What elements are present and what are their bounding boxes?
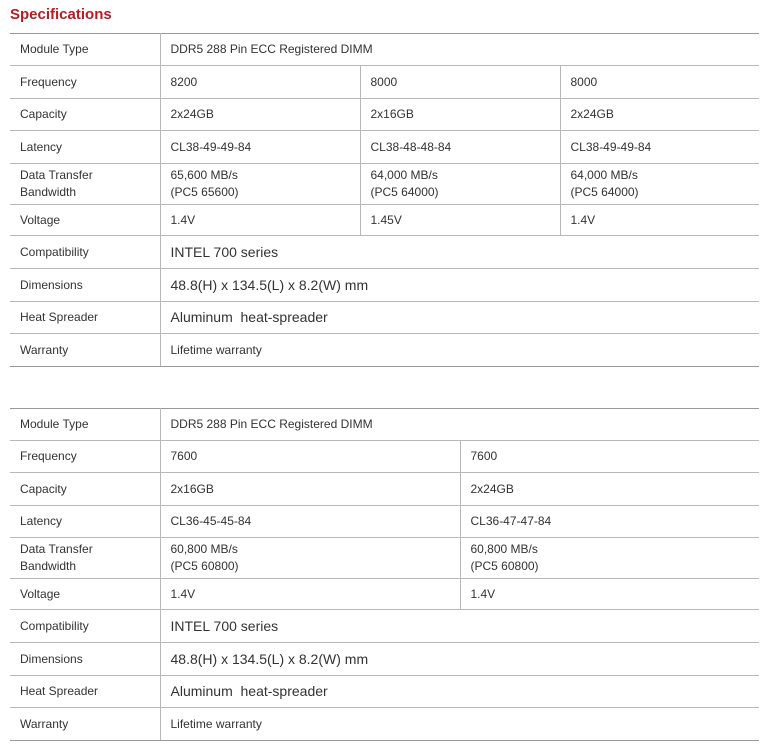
spec-table-2 <box>10 408 759 741</box>
value-capacity: 2x16GB <box>360 99 560 131</box>
value-latency: CL36-47-47-84 <box>460 506 759 538</box>
value-bandwidth <box>160 164 360 205</box>
label-bandwidth <box>10 164 160 205</box>
bandwidth-pc5: (PC5 60800) <box>470 559 539 573</box>
value-capacity: 2x24GB <box>160 99 360 131</box>
label-voltage: Voltage <box>10 205 160 236</box>
value-latency: CL38-48-48-84 <box>360 131 560 164</box>
label-heat-spreader: Heat Spreader <box>10 302 160 334</box>
value-heat-spreader: Aluminum heat-spreader <box>160 676 759 708</box>
bandwidth-rate: 60,800 MB/s <box>170 542 238 556</box>
label-bandwidth-line1: Data Transfer <box>20 542 93 556</box>
bandwidth-pc5: (PC5 64000) <box>570 185 639 199</box>
row-compatibility <box>10 610 759 643</box>
bandwidth-pc5: (PC5 65600) <box>170 185 239 199</box>
value-frequency: 8000 <box>560 66 759 99</box>
value-latency: CL38-49-49-84 <box>160 131 360 164</box>
value-frequency: 7600 <box>460 441 759 473</box>
row-frequency <box>10 441 759 473</box>
row-bandwidth <box>10 164 759 205</box>
value-bandwidth <box>160 538 460 579</box>
bandwidth-rate: 64,000 MB/s <box>370 168 438 182</box>
label-heat-spreader: Heat Spreader <box>10 676 160 708</box>
value-module-type: DDR5 288 Pin ECC Registered DIMM <box>160 409 759 441</box>
page-title: Specifications <box>10 6 112 23</box>
label-capacity: Capacity <box>10 99 160 131</box>
row-module-type <box>10 34 759 66</box>
label-compatibility: Compatibility <box>10 610 160 643</box>
label-dimensions: Dimensions <box>10 269 160 302</box>
value-module-type: DDR5 288 Pin ECC Registered DIMM <box>160 34 759 66</box>
value-voltage: 1.4V <box>460 579 759 610</box>
label-bandwidth-line2: Bandwidth <box>20 185 77 199</box>
row-bandwidth <box>10 538 759 579</box>
value-dimensions: 48.8(H) x 134.5(L) x 8.2(W) mm <box>160 269 759 302</box>
row-capacity <box>10 99 759 131</box>
row-latency <box>10 131 759 164</box>
spec-table-1 <box>10 33 759 367</box>
label-frequency: Frequency <box>10 441 160 473</box>
label-bandwidth <box>10 538 160 579</box>
bandwidth-rate: 64,000 MB/s <box>570 168 638 182</box>
label-warranty: Warranty <box>10 708 160 741</box>
value-latency: CL38-49-49-84 <box>560 131 759 164</box>
row-capacity <box>10 473 759 506</box>
row-module-type <box>10 409 759 441</box>
bandwidth-rate: 65,600 MB/s <box>170 168 238 182</box>
value-compatibility: INTEL 700 series <box>160 610 759 643</box>
value-compatibility: INTEL 700 series <box>160 236 759 269</box>
bandwidth-pc5: (PC5 60800) <box>170 559 239 573</box>
value-bandwidth <box>360 164 560 205</box>
row-compatibility <box>10 236 759 269</box>
row-frequency <box>10 66 759 99</box>
label-bandwidth-line1: Data Transfer <box>20 168 93 182</box>
label-capacity: Capacity <box>10 473 160 506</box>
label-latency: Latency <box>10 131 160 164</box>
row-dimensions <box>10 643 759 676</box>
row-voltage <box>10 205 759 236</box>
value-frequency: 8200 <box>160 66 360 99</box>
row-voltage <box>10 579 759 610</box>
value-capacity: 2x16GB <box>160 473 460 506</box>
value-heat-spreader: Aluminum heat-spreader <box>160 302 759 334</box>
label-dimensions: Dimensions <box>10 643 160 676</box>
value-capacity: 2x24GB <box>560 99 759 131</box>
label-bandwidth-line2: Bandwidth <box>20 559 77 573</box>
value-dimensions: 48.8(H) x 134.5(L) x 8.2(W) mm <box>160 643 759 676</box>
label-voltage: Voltage <box>10 579 160 610</box>
row-heat-spreader <box>10 302 759 334</box>
value-frequency: 7600 <box>160 441 460 473</box>
value-voltage: 1.45V <box>360 205 560 236</box>
value-voltage: 1.4V <box>560 205 759 236</box>
label-frequency: Frequency <box>10 66 160 99</box>
row-warranty <box>10 708 759 741</box>
label-module-type: Module Type <box>10 409 160 441</box>
value-warranty: Lifetime warranty <box>160 334 759 367</box>
bandwidth-rate: 60,800 MB/s <box>470 542 538 556</box>
value-bandwidth <box>560 164 759 205</box>
value-voltage: 1.4V <box>160 205 360 236</box>
label-module-type: Module Type <box>10 34 160 66</box>
value-latency: CL36-45-45-84 <box>160 506 460 538</box>
row-dimensions <box>10 269 759 302</box>
value-warranty: Lifetime warranty <box>160 708 759 741</box>
value-voltage: 1.4V <box>160 579 460 610</box>
label-latency: Latency <box>10 506 160 538</box>
row-heat-spreader <box>10 676 759 708</box>
bandwidth-pc5: (PC5 64000) <box>370 185 439 199</box>
label-compatibility: Compatibility <box>10 236 160 269</box>
row-warranty <box>10 334 759 367</box>
value-capacity: 2x24GB <box>460 473 759 506</box>
value-bandwidth <box>460 538 759 579</box>
label-warranty: Warranty <box>10 334 160 367</box>
row-latency <box>10 506 759 538</box>
value-frequency: 8000 <box>360 66 560 99</box>
